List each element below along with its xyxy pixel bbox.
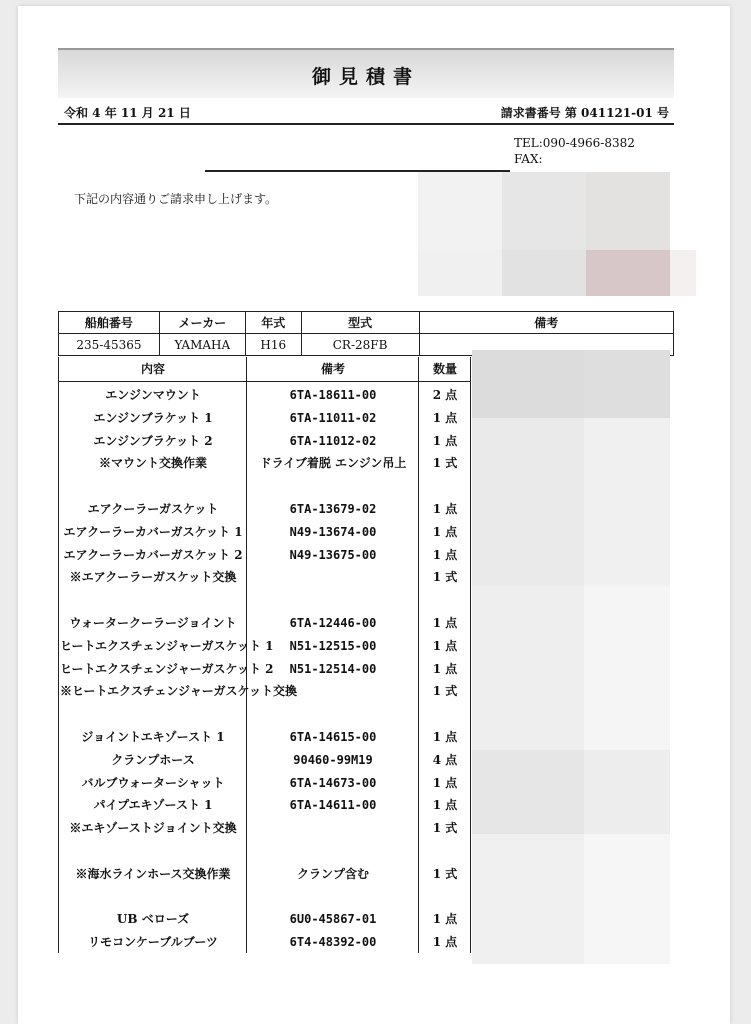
item-part-number	[248, 566, 418, 588]
item-part-number: 6U0-45867-01	[289, 912, 377, 926]
items-header-qty: 数量	[432, 362, 457, 376]
item-part-number: 6TA-11012-02	[289, 434, 377, 448]
item-quantity: 1 点	[432, 798, 458, 812]
model-header: 型式	[301, 312, 419, 334]
item-desc: バルブウォーターシャット	[81, 776, 225, 790]
item-desc: ※海水ラインホース交換作業	[75, 867, 231, 881]
item-desc: エアクーラーカバーガスケット 1	[63, 525, 243, 539]
tel-number: TEL:090-4966-8382	[514, 136, 635, 150]
item-quantity: 1 式	[432, 456, 458, 470]
item-desc: クランプホース	[111, 753, 195, 767]
year-header: 年式	[245, 312, 301, 334]
item-quantity: 2 点	[432, 388, 458, 402]
col-divider	[470, 357, 471, 953]
item-part-number: N49-13674-00	[289, 525, 377, 539]
col-divider	[418, 357, 419, 953]
items-header-desc: 内容	[140, 362, 165, 376]
item-desc: ※エアクーラーガスケット交換	[69, 570, 237, 584]
item-desc: ヒートエクスチェンジャーガスケット 2	[60, 662, 274, 676]
item-part-number	[248, 703, 418, 725]
item-desc	[60, 840, 246, 862]
item-desc: エンジンブラケット 1	[93, 411, 213, 425]
item-part-number	[248, 475, 418, 497]
item-part-number: 6TA-18611-00	[289, 388, 377, 402]
item-part-number: 6TA-12446-00	[289, 616, 377, 630]
hull-number-header: 船舶番号	[59, 312, 160, 334]
item-quantity: 1 点	[432, 525, 458, 539]
items-header-rule	[58, 381, 471, 382]
item-quantity	[420, 589, 470, 611]
hull-number-value: 235-45365	[59, 334, 160, 356]
item-desc: パイプエキゾースト 1	[93, 798, 213, 812]
item-part-number: 6TA-14673-00	[289, 776, 377, 790]
item-part-number	[248, 589, 418, 611]
item-desc: ※マウント交換作業	[98, 456, 207, 470]
item-desc: ※エキゾーストジョイント交換	[69, 821, 237, 835]
item-quantity: 1 点	[432, 730, 458, 744]
item-desc	[60, 703, 246, 725]
item-quantity: 1 点	[432, 776, 458, 790]
item-part-number: 6TA-14615-00	[289, 730, 377, 744]
maker-header: メーカー	[159, 312, 245, 334]
item-quantity: 1 点	[432, 639, 458, 653]
item-quantity: 1 式	[432, 867, 458, 881]
item-desc: エンジンブラケット 2	[93, 434, 213, 448]
item-desc: UB ベローズ	[116, 912, 190, 926]
item-part-number	[248, 680, 418, 702]
item-part-number: 6TA-11011-02	[289, 411, 377, 425]
item-part-number: クランプ含む	[296, 867, 369, 881]
intro-text: 下記の内容通りご請求申し上げます。	[74, 192, 278, 206]
item-desc: エアクーラーカバーガスケット 2	[63, 548, 243, 562]
item-part-number: N51-12515-00	[289, 639, 377, 653]
item-quantity	[420, 475, 470, 497]
item-part-number: 90460-99M19	[293, 753, 373, 767]
item-part-number: 6T4-48392-00	[289, 935, 377, 949]
item-desc: エンジンマウント	[105, 388, 201, 402]
item-desc: ウォータークーラージョイント	[69, 616, 237, 630]
item-quantity	[420, 840, 470, 862]
year-value: H16	[245, 334, 301, 356]
item-part-number: N49-13675-00	[289, 548, 377, 562]
item-desc: リモコンケーブルブーツ	[88, 935, 218, 949]
item-quantity: 1 式	[432, 684, 458, 698]
model-value: CR-28FB	[301, 334, 419, 356]
item-quantity: 4 点	[432, 753, 458, 767]
item-quantity: 1 式	[432, 570, 458, 584]
document-title: 御見積書	[311, 66, 420, 88]
item-desc: ※ヒートエクスチェンジャーガスケット交換	[60, 684, 297, 698]
item-quantity: 1 点	[432, 548, 458, 562]
item-desc: エアクーラーガスケット	[87, 502, 219, 516]
item-quantity: 1 点	[432, 616, 458, 630]
item-quantity: 1 点	[432, 411, 458, 425]
item-desc: ジョイントエキゾースト 1	[81, 730, 225, 744]
item-part-number	[248, 886, 418, 908]
item-quantity	[420, 703, 470, 725]
item-quantity: 1 式	[432, 821, 458, 835]
item-part-number	[248, 840, 418, 862]
item-desc	[60, 886, 246, 908]
item-desc	[60, 475, 246, 497]
items-header-part: 備考	[320, 362, 345, 376]
col-divider	[246, 357, 247, 953]
item-part-number: N51-12514-00	[289, 662, 377, 676]
item-part-number	[248, 817, 418, 839]
item-quantity: 1 点	[432, 935, 458, 949]
item-quantity: 1 点	[432, 662, 458, 676]
item-quantity	[420, 886, 470, 908]
item-desc	[60, 589, 246, 611]
header-rule	[58, 123, 674, 125]
item-quantity: 1 点	[432, 912, 458, 926]
item-desc: ヒートエクスチェンジャーガスケット 1	[60, 639, 274, 653]
fax-number: FAX:	[514, 152, 543, 166]
item-quantity: 1 点	[432, 502, 458, 516]
remarks-header: 備考	[419, 312, 674, 334]
item-quantity: 1 点	[432, 434, 458, 448]
item-part-number: 6TA-14611-00	[289, 798, 377, 812]
item-part-number: 6TA-13679-02	[289, 502, 377, 516]
maker-value: YAMAHA	[159, 334, 245, 356]
item-part-number: ドライブ着脱 エンジン吊上	[259, 456, 407, 470]
invoice-number: 請求書番号 第 041121-01 号	[500, 106, 669, 120]
issue-date: 令和 4 年 11 月 21 日	[64, 106, 191, 120]
